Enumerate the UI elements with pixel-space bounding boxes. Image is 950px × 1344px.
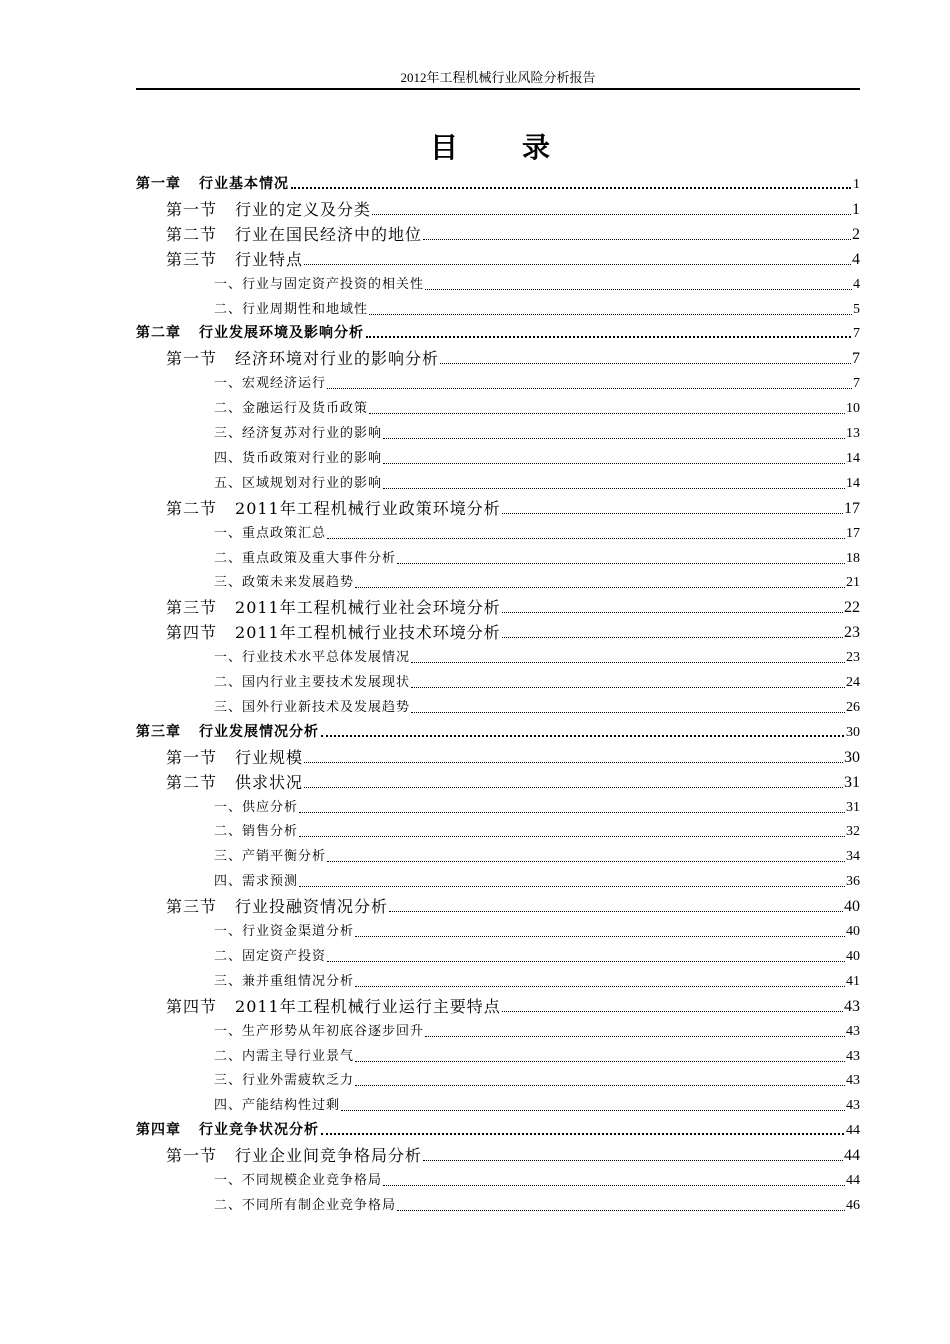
running-header: 2012年工程机械行业风险分析报告 [400, 70, 596, 85]
toc-entry-title: 行业外需疲软乏力 [242, 1073, 355, 1089]
dot-leader [366, 336, 851, 338]
toc-entry-title: 行业投融资情况分析 [235, 897, 389, 917]
toc-page-number: 31 [846, 799, 860, 815]
toc-entry-label [136, 446, 382, 471]
dot-leader [327, 861, 845, 862]
toc-entry-title: 需求预测 [242, 874, 299, 890]
toc-entry-title: 区域规划对行业的影响 [242, 475, 383, 491]
toc-item-entry[interactable] [136, 844, 860, 869]
toc-page-number: 44 [846, 1123, 860, 1139]
toc-item-entry[interactable] [136, 570, 860, 595]
toc-page-number: 1 [852, 200, 860, 218]
toc-item-entry[interactable] [136, 396, 860, 421]
toc-entry-label [136, 1143, 422, 1168]
toc-entry-label [136, 570, 354, 595]
toc-entry-label [136, 421, 382, 446]
dot-leader [502, 612, 843, 613]
dot-leader [369, 413, 845, 414]
toc-entry-title: 不同规模企业竞争格局 [242, 1173, 383, 1188]
toc-entry-label [136, 620, 501, 645]
dot-leader [304, 762, 843, 763]
toc-page-number: 43 [846, 1023, 860, 1039]
dot-leader [440, 363, 851, 364]
toc-entry-title: 产能结构性过剩 [242, 1098, 341, 1114]
toc-item-entry[interactable] [136, 795, 860, 820]
toc-entry-title: 宏观经济运行 [242, 376, 327, 392]
toc-chapter-entry[interactable] [136, 1118, 860, 1143]
toc-entry-label [136, 247, 303, 272]
toc-entry-label [136, 919, 354, 944]
toc-entry-title: 货币政策对行业的影响 [242, 450, 383, 466]
toc-entry-number: 二、 [214, 301, 243, 317]
toc-item-entry[interactable] [136, 446, 860, 471]
toc-entry-label [136, 844, 326, 869]
toc-section-entry[interactable] [136, 197, 860, 222]
toc-page-number: 1 [853, 177, 860, 192]
toc-page-number: 5 [853, 301, 860, 317]
dot-leader [425, 1036, 845, 1037]
toc-entry-number: 第三节 [166, 598, 218, 618]
toc-entry-number: 第二节 [166, 772, 218, 792]
toc-entry-number: 二、 [214, 948, 243, 964]
toc-section-entry[interactable] [136, 247, 860, 272]
dot-leader [355, 936, 845, 937]
toc-entry-label [136, 595, 501, 620]
toc-entry-number: 三、 [214, 849, 243, 865]
toc-entry-title: 产销平衡分析 [242, 849, 327, 865]
toc-page-number: 40 [846, 924, 860, 939]
toc-item-entry[interactable] [136, 421, 860, 446]
toc-entry-number: 第三节 [166, 249, 218, 269]
toc-entry-number: 第三章 [136, 723, 181, 740]
toc-entry-title: 经济环境对行业的影响分析 [235, 349, 440, 369]
toc-entry-number: 第二节 [166, 224, 218, 244]
dot-leader [327, 961, 845, 962]
toc-item-entry[interactable] [136, 944, 860, 969]
toc-entry-title: 供求状况 [235, 772, 304, 792]
toc-item-entry[interactable] [136, 1019, 860, 1044]
toc-entry-number: 第一节 [166, 1146, 218, 1166]
toc-page-number: 41 [846, 973, 860, 989]
toc-entry-number: 一、 [214, 276, 243, 292]
toc-entry-title: 行业发展环境及影响分析 [199, 325, 364, 342]
toc-page-number: 23 [846, 650, 860, 666]
dot-leader [304, 787, 843, 788]
toc-entry-title: 供应分析 [242, 799, 299, 815]
toc-entry-title: 行业规模 [235, 747, 304, 767]
dot-leader [502, 1011, 843, 1012]
toc-entry-title: 行业基本情况 [199, 176, 289, 192]
dot-leader [397, 563, 845, 564]
dot-leader [299, 812, 845, 813]
toc-page-number: 43 [846, 1098, 860, 1114]
toc-entry-number: 一、 [214, 799, 243, 815]
toc-item-entry[interactable] [136, 670, 860, 695]
dot-leader [383, 1185, 845, 1186]
toc-entry-number: 第一章 [136, 176, 181, 192]
toc-page-number: 22 [844, 599, 860, 617]
toc-entry-title: 兼并重组情况分析 [242, 973, 355, 989]
toc-entry-label [136, 670, 410, 695]
toc-entry-label [136, 894, 388, 919]
toc-page-number: 43 [846, 1048, 860, 1064]
dot-leader [299, 836, 845, 837]
toc-entry-title: 销售分析 [242, 824, 299, 840]
toc-page-number: 14 [846, 450, 860, 466]
toc-item-entry[interactable] [136, 371, 860, 396]
toc-entry-number: 二、 [214, 824, 243, 840]
toc-item-entry[interactable] [136, 1093, 860, 1118]
toc-entry-number: 三、 [214, 1073, 243, 1089]
toc-entry-label [136, 994, 501, 1019]
toc-entry-title: 2011年工程机械行业技术环境分析 [235, 623, 501, 643]
toc-entry-number: 二、 [214, 675, 243, 690]
toc-entry-title: 国内行业主要技术发展现状 [242, 675, 411, 690]
dot-leader [355, 986, 845, 987]
toc-entry-title: 行业竞争状况分析 [199, 1122, 319, 1139]
toc-entry-number: 一、 [214, 1023, 243, 1039]
dot-leader [423, 1160, 843, 1161]
toc-entry-title: 生产形势从年初底谷逐步回升 [242, 1023, 425, 1039]
dot-leader [369, 314, 852, 315]
toc-entry-number: 四、 [214, 450, 243, 466]
toc-entry-label [136, 1168, 382, 1193]
toc-entry-title: 行业的定义及分类 [235, 199, 372, 219]
toc-entry-label [136, 1019, 424, 1044]
toc-page-number: 18 [846, 550, 860, 566]
toc-entry-title: 金融运行及货币政策 [242, 401, 369, 417]
toc-section-entry[interactable] [136, 620, 860, 645]
toc-section-entry[interactable] [136, 222, 860, 247]
header-rule [136, 88, 860, 90]
toc-page-number: 44 [844, 1147, 860, 1165]
dot-leader [411, 662, 845, 663]
toc-page-number: 43 [844, 997, 860, 1015]
toc-entry-label [136, 471, 382, 496]
toc-entry-label [136, 1044, 354, 1069]
toc-item-entry[interactable] [136, 819, 860, 844]
toc-entry-label [136, 645, 410, 670]
toc-page-number: 34 [846, 849, 860, 865]
toc-entry-label [136, 944, 326, 969]
toc-entry-number: 一、 [214, 650, 243, 666]
toc-item-entry[interactable] [136, 272, 860, 297]
toc-entry-number: 第三节 [166, 897, 218, 917]
toc-entry-title: 重点政策汇总 [242, 525, 327, 541]
toc-item-entry[interactable] [136, 1044, 860, 1069]
toc-entry-title: 行业技术水平总体发展情况 [242, 650, 411, 666]
toc-entry-number: 第一节 [166, 747, 218, 767]
toc-entry-label [136, 745, 303, 770]
toc-entry-label [136, 321, 364, 346]
toc-entry-label [136, 1093, 340, 1118]
toc-entry-number: 二、 [214, 1048, 243, 1064]
toc-entry-label [136, 795, 298, 820]
toc-entry-number: 一、 [214, 525, 243, 541]
toc-entry-title: 经济复苏对行业的影响 [242, 426, 383, 441]
toc-page-number: 21 [846, 575, 860, 591]
toc-entry-label [136, 1118, 319, 1143]
toc-entry-title: 国外行业新技术及发展趋势 [242, 699, 411, 715]
toc-entry-number: 三、 [214, 575, 243, 591]
toc-entry-number: 三、 [214, 426, 243, 441]
toc-entry-title: 行业在国民经济中的地位 [235, 224, 423, 244]
toc-entry-title: 行业与固定资产投资的相关性 [242, 276, 425, 292]
toc-entry-title: 固定资产投资 [242, 948, 327, 964]
dot-leader [423, 239, 851, 240]
toc-section-entry[interactable] [136, 346, 860, 371]
toc-section-entry[interactable] [136, 1143, 860, 1168]
toc-section-entry[interactable] [136, 894, 860, 919]
toc-entry-label [136, 546, 396, 571]
toc-page-number: 17 [846, 525, 860, 541]
toc-entry-label [136, 396, 368, 421]
toc-entry-number: 第四节 [166, 996, 218, 1016]
toc-entry-number: 第四章 [136, 1122, 181, 1139]
dot-leader [411, 687, 845, 688]
dot-leader [502, 513, 843, 514]
toc-page-number: 26 [846, 699, 860, 715]
toc-item-entry[interactable] [136, 695, 860, 720]
toc-entry-label [136, 346, 439, 371]
toc-entry-title: 行业企业间竞争格局分析 [235, 1146, 423, 1166]
toc-entry-label [136, 969, 354, 994]
toc-entry-number: 四、 [214, 1098, 243, 1114]
toc-entry-number: 第二节 [166, 498, 218, 518]
toc-entry-title: 不同所有制企业竞争格局 [242, 1197, 397, 1213]
dot-leader [372, 214, 851, 215]
toc-page-number: 30 [844, 748, 860, 766]
toc-entry-label [136, 770, 303, 795]
toc-entry-label [136, 222, 422, 247]
toc-entry-number: 三、 [214, 973, 243, 989]
toc-entry-label [136, 297, 368, 322]
toc-section-entry[interactable] [136, 745, 860, 770]
toc-entry-number: 第一节 [166, 199, 218, 219]
dot-leader [389, 911, 843, 912]
dot-leader [383, 438, 845, 439]
toc-section-entry[interactable] [136, 496, 860, 521]
dot-leader [299, 886, 845, 887]
dot-leader [321, 1133, 844, 1135]
toc-item-entry[interactable] [136, 297, 860, 322]
toc-item-entry[interactable] [136, 919, 860, 944]
dot-leader [327, 388, 852, 389]
toc-page-number: 7 [853, 326, 860, 342]
toc-entry-number: 二、 [214, 550, 243, 566]
toc-entry-label [136, 197, 371, 222]
toc-section-entry[interactable] [136, 595, 860, 620]
toc-page-number: 7 [853, 376, 860, 392]
toc-item-entry[interactable] [136, 645, 860, 670]
dot-leader [411, 712, 845, 713]
toc-item-entry[interactable] [136, 1068, 860, 1093]
toc-entry-label [136, 521, 326, 546]
toc-entry-label [136, 819, 298, 844]
toc-page-number: 31 [844, 773, 860, 791]
toc-entry-number: 二、 [214, 1197, 243, 1213]
toc-item-entry[interactable] [136, 521, 860, 546]
page-title: 目 录 [429, 131, 568, 164]
dot-leader [321, 735, 844, 737]
toc-entry-number: 五、 [214, 475, 243, 491]
toc-page-number: 24 [846, 675, 860, 690]
toc-page-number: 40 [844, 898, 860, 916]
toc-item-entry[interactable] [136, 1193, 860, 1218]
toc-item-entry[interactable] [136, 1168, 860, 1193]
toc-chapter-entry[interactable] [136, 172, 860, 197]
toc-entry-title: 2011年工程机械行业运行主要特点 [235, 996, 501, 1016]
toc-entry-number: 一、 [214, 924, 243, 939]
dot-leader [383, 463, 845, 464]
dot-leader [502, 637, 843, 638]
toc-entry-title: 2011年工程机械行业政策环境分析 [235, 498, 501, 518]
toc-page-number: 14 [846, 475, 860, 491]
toc-item-entry[interactable] [136, 969, 860, 994]
toc-page-number: 30 [846, 724, 860, 740]
toc-section-entry[interactable] [136, 994, 860, 1019]
toc-page-number: 46 [846, 1197, 860, 1213]
toc-entry-label [136, 272, 424, 297]
toc-section-entry[interactable] [136, 770, 860, 795]
toc-page-number: 32 [846, 824, 860, 840]
dot-leader [327, 538, 845, 539]
toc-entry-label [136, 720, 319, 745]
toc-entry-title: 行业发展情况分析 [199, 723, 319, 740]
toc-entry-label [136, 172, 289, 197]
toc-page-number: 23 [844, 624, 860, 642]
toc-entry-label [136, 496, 501, 521]
toc-page-number: 17 [844, 499, 860, 517]
toc-entry-label [136, 1068, 354, 1093]
dot-leader [397, 1210, 845, 1211]
dot-leader [355, 587, 845, 588]
toc-page-number: 40 [846, 948, 860, 964]
toc-entry-label [136, 695, 410, 720]
toc-item-entry[interactable] [136, 546, 860, 571]
toc-entry-title: 行业特点 [235, 249, 304, 269]
toc-entry-number: 一、 [214, 376, 243, 392]
toc-chapter-entry[interactable] [136, 720, 860, 745]
dot-leader [355, 1061, 845, 1062]
toc-entry-number: 二、 [214, 401, 243, 417]
toc-entry-title: 2011年工程机械行业社会环境分析 [235, 598, 501, 618]
toc-entry-number: 第二章 [136, 325, 181, 342]
toc-entry-label [136, 371, 326, 396]
toc-item-entry[interactable] [136, 869, 860, 894]
toc-entry-title: 政策未来发展趋势 [242, 575, 355, 591]
toc-page-number: 4 [852, 250, 860, 268]
toc-page-number: 7 [852, 350, 860, 368]
toc-page-number: 10 [846, 401, 860, 417]
toc-entry-title: 内需主导行业景气 [242, 1048, 355, 1064]
toc-entry-number: 一、 [214, 1173, 243, 1188]
toc-chapter-entry[interactable] [136, 321, 860, 346]
dot-leader [291, 187, 851, 189]
toc-entry-number: 第一节 [166, 349, 218, 369]
toc-page-number: 44 [846, 1173, 860, 1188]
toc-page-number: 36 [846, 874, 860, 890]
toc-entry-number: 三、 [214, 699, 243, 715]
toc-entry-label [136, 869, 298, 894]
toc-page-number: 4 [853, 276, 860, 292]
toc-entry-title: 重点政策及重大事件分析 [242, 550, 397, 566]
toc-page-number: 2 [852, 225, 860, 243]
dot-leader [304, 264, 851, 265]
toc-page-number: 13 [846, 426, 860, 441]
dot-leader [383, 488, 845, 489]
toc-item-entry[interactable] [136, 471, 860, 496]
toc-page-number: 43 [846, 1073, 860, 1089]
dot-leader [341, 1110, 845, 1111]
dot-leader [425, 289, 852, 290]
toc-entry-title: 行业周期性和地域性 [242, 301, 369, 317]
toc-entry-number: 四、 [214, 874, 243, 890]
toc-entry-number: 第四节 [166, 623, 218, 643]
dot-leader [355, 1085, 845, 1086]
toc-entry-label [136, 1193, 396, 1218]
toc-entry-title: 行业资金渠道分析 [242, 924, 355, 939]
